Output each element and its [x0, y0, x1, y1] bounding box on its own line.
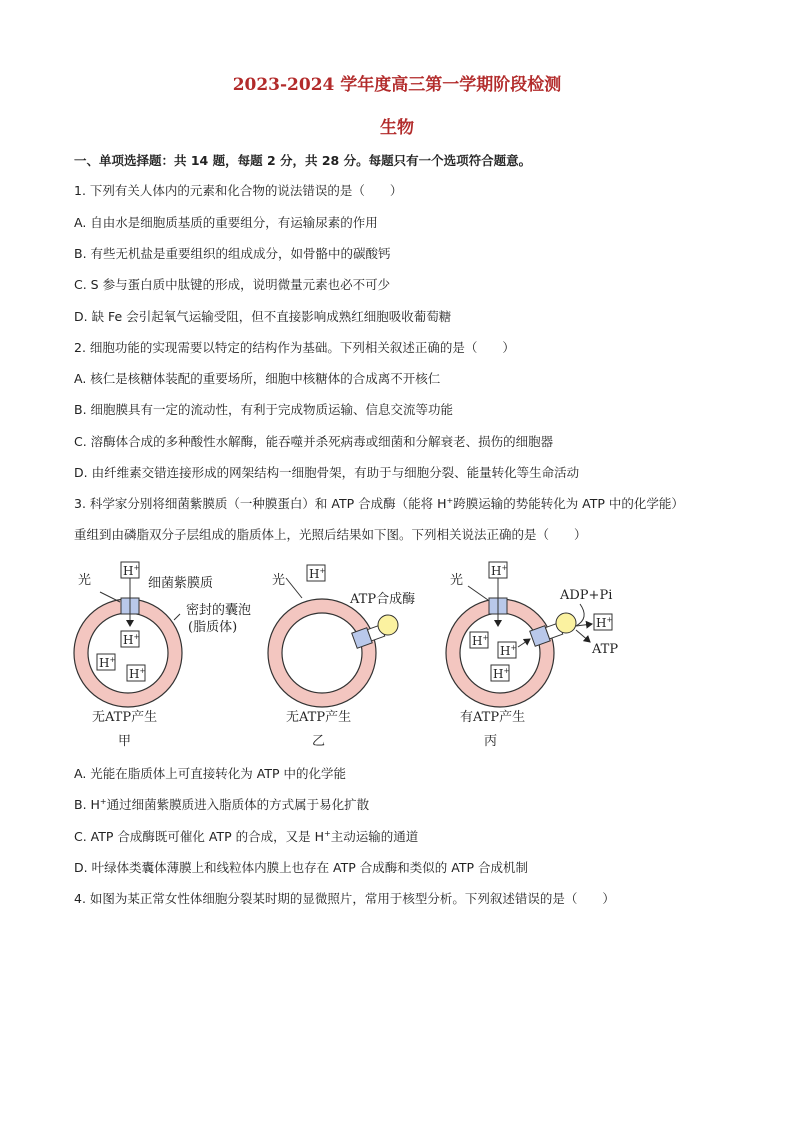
panel-b-result: 无ATP产生 — [286, 710, 352, 725]
atp-liposome-figure — [60, 556, 740, 752]
q1-option-b: B. 有些无机盐是重要组织的组成成分，如骨骼中的碳酸钙 — [74, 246, 391, 261]
light-label-b: 光 — [272, 573, 286, 588]
light-label-a: 光 — [78, 573, 92, 588]
svg-text:H+: H+ — [596, 616, 613, 630]
adp-pi-arrow — [576, 604, 584, 626]
page-title: 2023-2024 学年度高三第一学期阶段检测 — [232, 75, 562, 95]
q2-option-d: D. 由纤维素交错连接形成的网架结构一细胞骨架，有助于与细胞分裂、能量转化等生命活动 — [74, 465, 580, 480]
panel-a-label: 甲 — [118, 734, 132, 749]
light-ray-b — [286, 578, 302, 598]
svg-text:H+: H+ — [129, 667, 146, 681]
svg-text:H+: H+ — [493, 667, 510, 681]
atp-synthase-label: ATP合成酶 — [350, 592, 416, 607]
q1-option-a: A. 自由水是细胞质基质的重要组分，有运输尿素的作用 — [74, 215, 378, 230]
q2-option-b: B. 细胞膜具有一定的流动性，有利于完成物质运输、信息交流等功能 — [74, 402, 454, 417]
atp-label: ATP — [592, 642, 619, 657]
panel-c-result: 有ATP产生 — [460, 710, 526, 725]
q3-option-c: C. ATP 合成酶既可催化 ATP 的合成，又是 H+主动运输的通道 — [74, 829, 419, 844]
q2-stem: 2. 细胞功能的实现需要以特定的结构作为基础。下列相关叙述正确的是（ ） — [74, 340, 515, 355]
atp-synthase-head-c — [556, 613, 576, 633]
svg-text:H+: H+ — [99, 656, 116, 670]
q1-option-d: D. 缺 Fe 会引起氧气运输受阻，但不直接影响成熟红细胞吸收葡萄糖 — [74, 309, 452, 324]
vesicle-label-2: (脂质体) — [188, 620, 238, 635]
q3-stem: 3. 科学家分别将细菌紫膜质（一种膜蛋白）和 ATP 合成酶（能将 H+跨膜运输的势能转化为 ATP 中的化学能） — [74, 496, 684, 511]
q4-stem: 4. 如图为某正常女性体细胞分裂某时期的显微照片，常用于核型分析。下列叙述错误的是（ ） — [74, 891, 615, 906]
svg-text:H+: H+ — [491, 564, 508, 578]
vesicle-pointer — [174, 614, 180, 620]
panel-c-label: 丙 — [484, 734, 498, 749]
q1-stem: 1. 下列有关人体内的元素和化合物的说法错误的是（ ） — [74, 183, 403, 198]
atp-out-arrow — [576, 630, 590, 642]
bacteriorhodopsin-label: 细菌紫膜质 — [148, 576, 214, 591]
panel-a — [74, 562, 251, 749]
q2-option-a: A. 核仁是核糖体装配的重要场所，细胞中核糖体的合成离不开核仁 — [74, 371, 441, 386]
q3-option-d: D. 叶绿体类囊体薄膜上和线粒体内膜上也存在 ATP 合成酶和类似的 ATP 合成机制 — [74, 860, 528, 875]
liposome-lumen-b — [282, 613, 362, 693]
svg-text:H+: H+ — [472, 634, 489, 648]
subject-title: 生物 — [380, 118, 414, 138]
q2-option-c: C. 溶酶体合成的多种酸性水解酶，能吞噬并杀死病毒或细菌和分解衰老、损伤的细胞器 — [74, 434, 554, 449]
q1-option-c: C. S 参与蛋白质中肽键的形成，说明微量元素也必不可少 — [74, 277, 391, 292]
q3-option-a: A. 光能在脂质体上可直接转化为 ATP 中的化学能 — [74, 766, 346, 781]
panel-b-label: 乙 — [312, 734, 326, 749]
svg-text:H+: H+ — [123, 633, 140, 647]
q3-stem-line2: 重组到由磷脂双分子层组成的脂质体上，光照后结果如下图。下列相关说法正确的是（ ） — [74, 527, 587, 542]
light-ray-c — [468, 586, 488, 600]
light-ray-a — [100, 592, 120, 602]
panel-c — [446, 562, 618, 749]
atp-synthase-head-b — [378, 615, 398, 635]
light-label-c: 光 — [450, 573, 464, 588]
svg-text:H+: H+ — [309, 567, 326, 581]
panel-a-result: 无ATP产生 — [92, 710, 158, 725]
section-heading: 一、单项选择题：共 14 题，每题 2 分，共 28 分。每题只有一个选项符合题意。 — [74, 153, 532, 168]
svg-text:H+: H+ — [500, 644, 517, 658]
panel-b — [268, 565, 415, 749]
adp-pi-label: ADP+Pi — [560, 588, 613, 603]
vesicle-label-1: 密封的囊泡 — [186, 603, 252, 618]
q3-option-b: B. H+通过细菌紫膜质进入脂质体的方式属于易化扩散 — [74, 797, 370, 812]
h-ion-label-a1: H+ — [123, 564, 140, 578]
